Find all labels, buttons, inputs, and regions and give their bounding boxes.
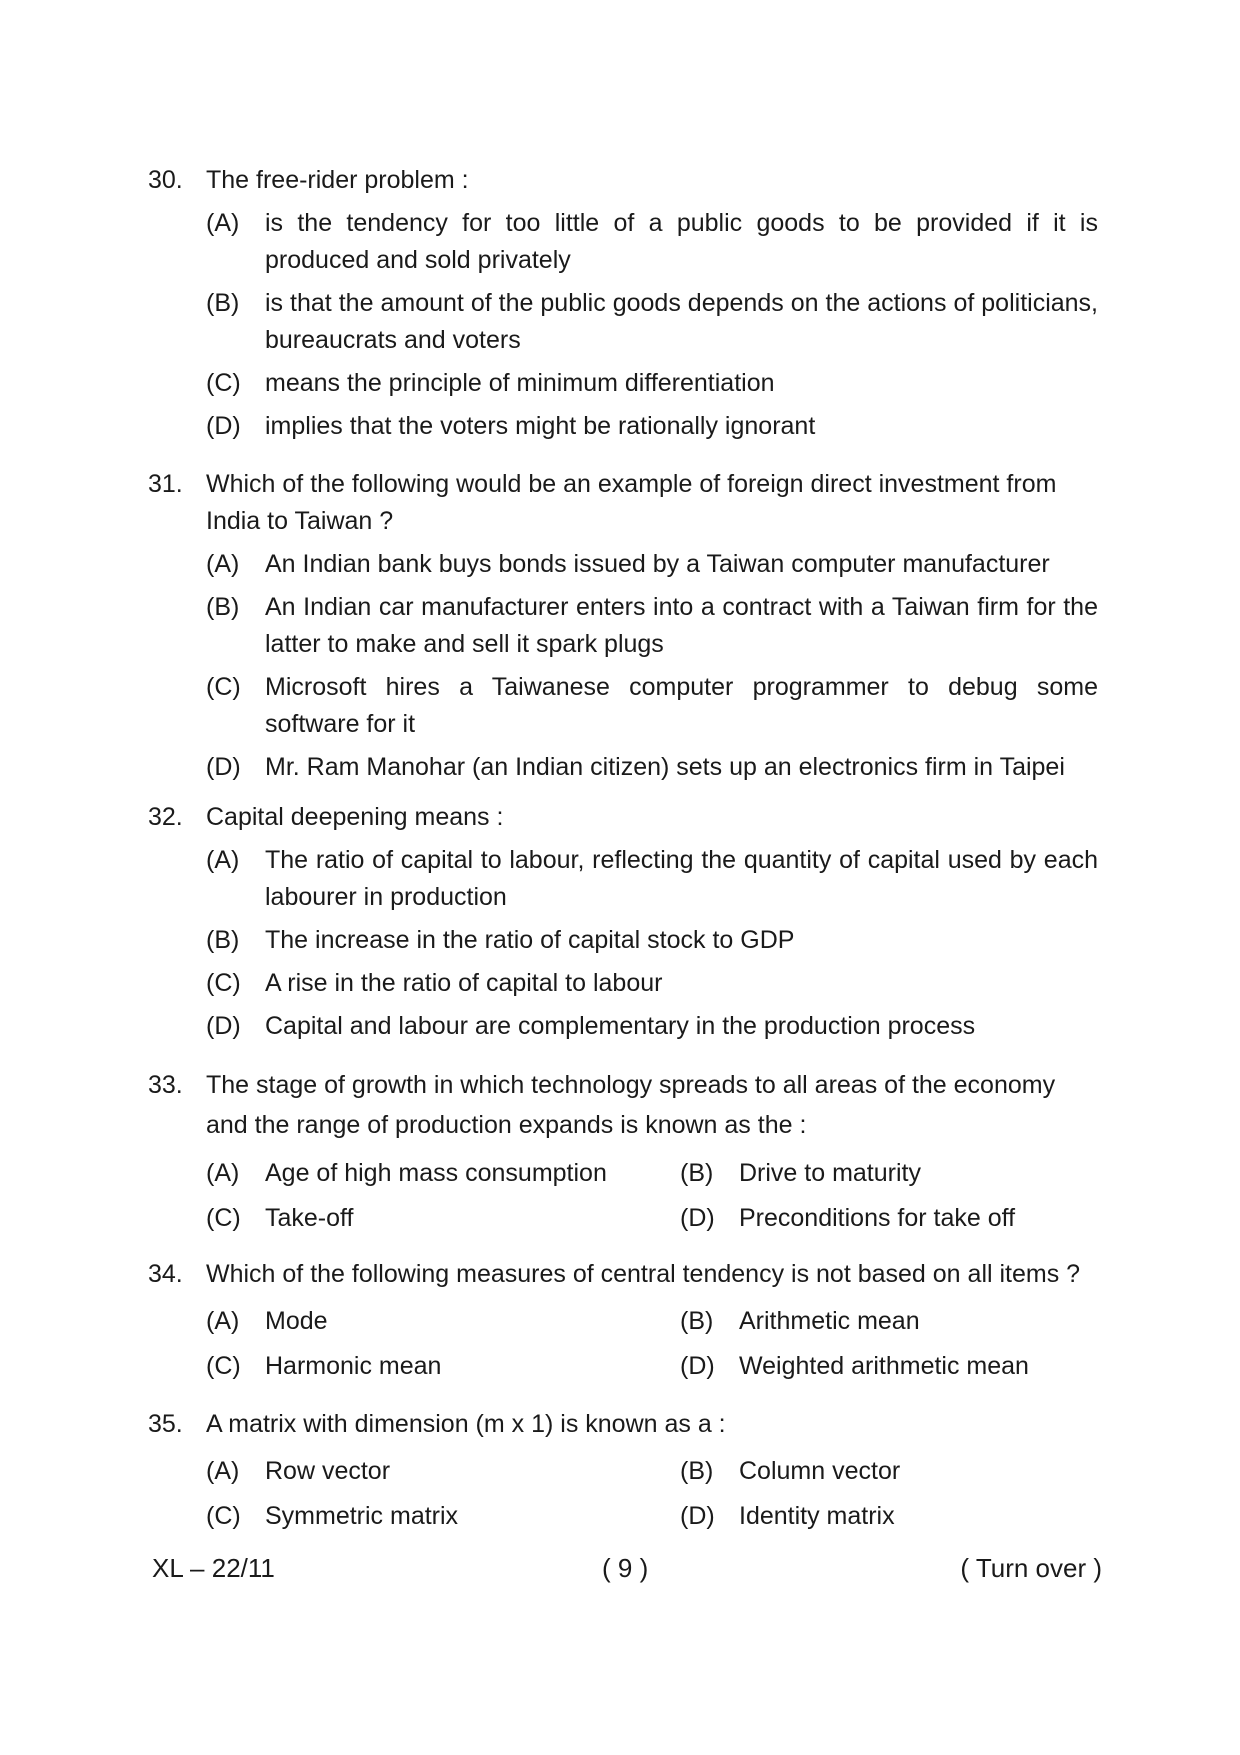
question-number: 32. (148, 803, 183, 831)
option-text: Preconditions for take off (739, 1204, 1016, 1232)
option-letter: (D) (680, 1502, 715, 1530)
option-letter: (A) (206, 1457, 240, 1485)
option-letter: (A) (206, 209, 240, 237)
question-text: Which of the following would be an example of foreign direct investment from India to Taiwan ? (206, 470, 1057, 535)
question-30 (148, 162, 1098, 445)
option-letter: (B) (680, 1457, 714, 1485)
option-letter: (C) (206, 1502, 241, 1530)
option-b (206, 285, 1098, 359)
option-b (680, 1453, 1098, 1490)
question-number: 33. (148, 1071, 183, 1099)
option-text: Symmetric matrix (265, 1502, 459, 1530)
option-text: Column vector (739, 1457, 901, 1485)
option-c (206, 1498, 680, 1535)
question-number: 31. (148, 470, 183, 498)
option-letter: (B) (680, 1307, 714, 1335)
page-footer (152, 1548, 1102, 1588)
option-d (680, 1348, 1098, 1385)
option-text: Drive to maturity (739, 1159, 921, 1187)
question-text: A matrix with dimension (m x 1) is known as a : (206, 1410, 726, 1438)
option-a (206, 205, 1098, 279)
option-d (680, 1498, 1098, 1535)
option-letter: (D) (206, 753, 241, 781)
option-b (680, 1155, 1098, 1192)
option-text: Capital and labour are complementary in the production process (265, 1012, 976, 1040)
option-list (206, 205, 1098, 445)
option-c (206, 365, 1098, 402)
option-letter: (A) (206, 846, 240, 874)
option-c (206, 1348, 680, 1385)
option-letter: (B) (206, 289, 240, 317)
turn-over-label: ( Turn over ) (960, 1553, 1102, 1583)
option-letter: (D) (680, 1352, 715, 1380)
option-letter: (C) (206, 1352, 241, 1380)
option-text: Arithmetic mean (739, 1307, 920, 1335)
option-text: Identity matrix (739, 1502, 895, 1530)
question-text: Capital deepening means : (206, 803, 504, 831)
option-c (206, 669, 1098, 743)
option-text: is the tendency for too little of a public goods to be provided if it is produced and sold privately (265, 209, 1098, 274)
question-32 (148, 799, 1098, 1045)
option-b (206, 922, 1098, 959)
option-letter: (C) (206, 673, 241, 701)
option-letter: (D) (680, 1204, 715, 1232)
option-text: The increase in the ratio of capital stock to GDP (265, 926, 795, 954)
option-text: An Indian bank buys bonds issued by a Taiwan computer manufacturer (265, 550, 1050, 578)
option-text: Weighted arithmetic mean (739, 1352, 1029, 1380)
option-c (206, 1200, 680, 1237)
option-grid (206, 1303, 1098, 1385)
option-d (206, 408, 1098, 445)
option-text: Mode (265, 1307, 328, 1335)
option-text: Mr. Ram Manohar (an Indian citizen) sets up an electronics firm in Taipei (265, 753, 1065, 781)
question-text: The free-rider problem : (206, 166, 469, 194)
option-letter: (D) (206, 1012, 241, 1040)
option-d (206, 749, 1098, 786)
option-letter: (D) (206, 412, 241, 440)
option-letter: (C) (206, 369, 241, 397)
option-c (206, 965, 1098, 1002)
option-d (680, 1200, 1098, 1237)
question-text: The stage of growth in which technology spreads to all areas of the economy and the range of production expands is known as the : (206, 1071, 1056, 1139)
option-list (206, 842, 1098, 1045)
option-a (206, 1303, 680, 1340)
question-number: 30. (148, 166, 183, 194)
paper-code: XL – 22/11 (152, 1553, 275, 1583)
option-b (680, 1303, 1098, 1340)
question-text: Which of the following measures of central tendency is not based on all items ? (206, 1260, 1081, 1288)
question-33 (148, 1065, 1098, 1237)
page-number: ( 9 ) (602, 1553, 649, 1583)
option-letter: (A) (206, 1307, 240, 1335)
option-a (206, 1453, 680, 1490)
question-34 (148, 1256, 1098, 1385)
option-grid (206, 1155, 1098, 1237)
option-b (206, 589, 1098, 663)
option-letter: (B) (206, 593, 240, 621)
question-31 (148, 466, 1098, 786)
option-list (206, 546, 1098, 786)
option-text: means the principle of minimum differentiation (265, 369, 775, 397)
option-text: implies that the voters might be rationally ignorant (265, 412, 816, 440)
option-letter: (C) (206, 969, 241, 997)
option-text: is that the amount of the public goods depends on the actions of politicians, bureaucrats and voters (265, 289, 1098, 354)
option-letter: (B) (680, 1159, 714, 1187)
option-letter: (C) (206, 1204, 241, 1232)
option-text: Age of high mass consumption (265, 1159, 607, 1187)
question-number: 34. (148, 1260, 183, 1288)
question-number: 35. (148, 1410, 183, 1438)
option-text: Harmonic mean (265, 1352, 442, 1380)
option-letter: (A) (206, 1159, 240, 1187)
option-text: Microsoft hires a Taiwanese computer programmer to debug some software for it (265, 673, 1098, 738)
question-35 (148, 1406, 1098, 1535)
option-a (206, 1155, 680, 1192)
option-a (206, 842, 1098, 916)
option-text: Row vector (265, 1457, 391, 1485)
option-text: A rise in the ratio of capital to labour (265, 969, 663, 997)
option-a (206, 546, 1098, 583)
option-letter: (B) (206, 926, 240, 954)
option-letter: (A) (206, 550, 240, 578)
option-grid (206, 1453, 1098, 1535)
option-d (206, 1008, 1098, 1045)
option-text: Take-off (265, 1204, 354, 1232)
option-text: An Indian car manufacturer enters into a contract with a Taiwan firm for the latter to make and sell it spark plugs (265, 593, 1098, 658)
option-text: The ratio of capital to labour, reflecting the quantity of capital used by each labourer in production (265, 846, 1098, 911)
